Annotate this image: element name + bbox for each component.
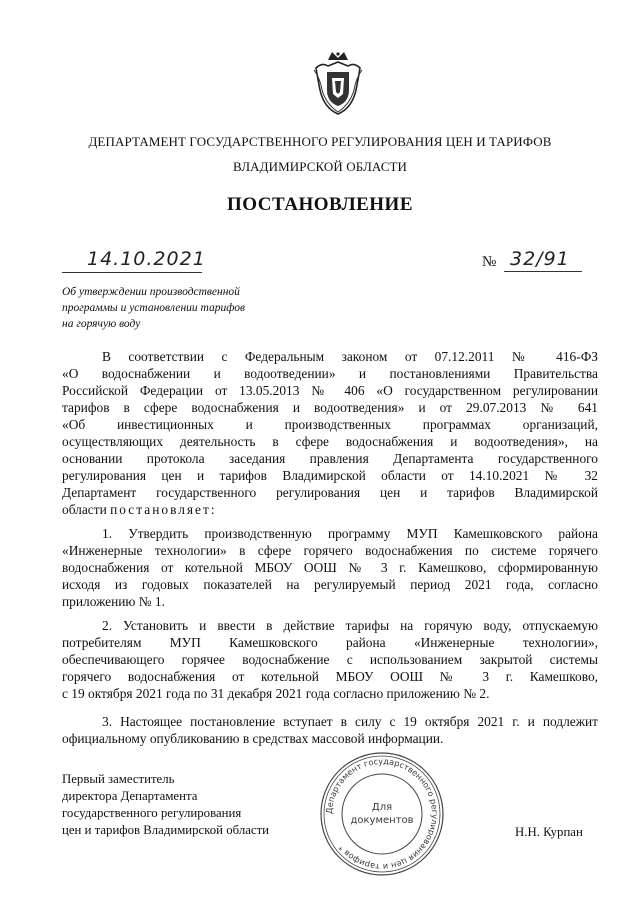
stamp-center-line: Для (371, 802, 393, 813)
number-sign: № (482, 254, 497, 270)
item-2-line: обеспечивающего горячее водоснабжение с использованием закрытой системы (62, 652, 598, 667)
body-line: В соответствии с Федеральным законом от 07.12.2011 № 416-ФЗ (102, 349, 598, 364)
subject-line: программы и установлении тарифов (62, 302, 245, 314)
item-1-line: «Инженерные технологии» в сфере горячего водоснабжения по системе горячего (62, 543, 598, 558)
body-line: Российской Федерации от 13.05.2013 № 406 «О государственном регулировании (62, 383, 598, 398)
item-1-line: исходя из годовых показателей на регулируемый период 2021 года, согласно (62, 577, 598, 592)
body-line: Департамент государственного регулирования цен и тарифов Владимирской (62, 485, 598, 500)
body-line: основании протокола заседания правления Департамента государственного (62, 451, 598, 466)
signer-name: Н.Н. Курпан (515, 825, 583, 839)
body-line: «О водоснабжении и водоотведении» и постановлениями Правительства (62, 366, 598, 381)
item-2-line: 2. Установить и ввести в действие тарифы на горячую воду, отпускаемую (102, 618, 598, 633)
department-name: ДЕПАРТАМЕНТ ГОСУДАРСТВЕННОГО РЕГУЛИРОВАНИЯ ЦЕН И ТАРИФОВ (88, 134, 552, 149)
body-line: регулирования цен и тарифов Владимирской области от 14.10.2021 № 32 (62, 468, 598, 483)
body-line: «Об инвестиционных и производственных программах организаций, (62, 417, 598, 432)
signer-position: цен и тарифов Владимирской области (62, 823, 270, 837)
body-line: осуществляющих деятельность в сфере водоснабжения и водоотведения», на (62, 434, 598, 449)
subject-line: на горячую воду (62, 318, 141, 330)
number-value: 32/91 (510, 248, 570, 270)
document-title: ПОСТАНОВЛЕНИЕ (226, 194, 414, 215)
item-1-line: 1. Утвердить производственную программу МУП Камешковского района (102, 526, 598, 541)
date-field (62, 248, 206, 273)
item-3-line: 3. Настоящее постановление вступает в силу с 19 октября 2021 г. и подлежит (102, 714, 598, 729)
item-2-line: потребителям МУП Камешковского района «Инженерные технологии», (62, 635, 598, 650)
item-2-line: с 19 октября 2021 года по 31 декабря 2021 года согласно приложению № 2. (62, 686, 490, 701)
stamp-center-line: документов (350, 815, 414, 826)
date-value: 14.10.2021 (87, 248, 206, 270)
official-stamp-icon (318, 750, 446, 878)
signer-position: государственного регулирования (62, 806, 242, 820)
item-1-line: водоснабжения от котельной МБОУ ООШ № 3 г. Камешково, сформированную (62, 560, 598, 575)
subject-line: Об утверждении производственной (62, 286, 240, 298)
body-line-decree (62, 501, 598, 518)
item-3-line: официальному опубликованию в средствах массовой информации. (62, 731, 444, 746)
body-line: тарифов в сфере водоснабжения и водоотведения» и от 29.07.2013 № 641 (62, 400, 598, 415)
body-line: области постановляет: (62, 502, 217, 517)
department-region: ВЛАДИМИРСКОЙ ОБЛАСТИ (232, 159, 408, 174)
item-1-line: приложению № 1. (62, 594, 165, 609)
signer-position: директора Департамента (62, 789, 198, 803)
coat-of-arms-icon (312, 50, 364, 116)
item-2-line: горячего водоснабжения от котельной МБОУ ООШ № 3 г. Камешково, (62, 669, 598, 684)
stamp-outer-text: Департамент государственного регулирования цен и тарифов * (323, 755, 441, 873)
signer-position: Первый заместитель (62, 772, 175, 786)
number-field (482, 250, 582, 272)
number-underline (504, 271, 582, 272)
